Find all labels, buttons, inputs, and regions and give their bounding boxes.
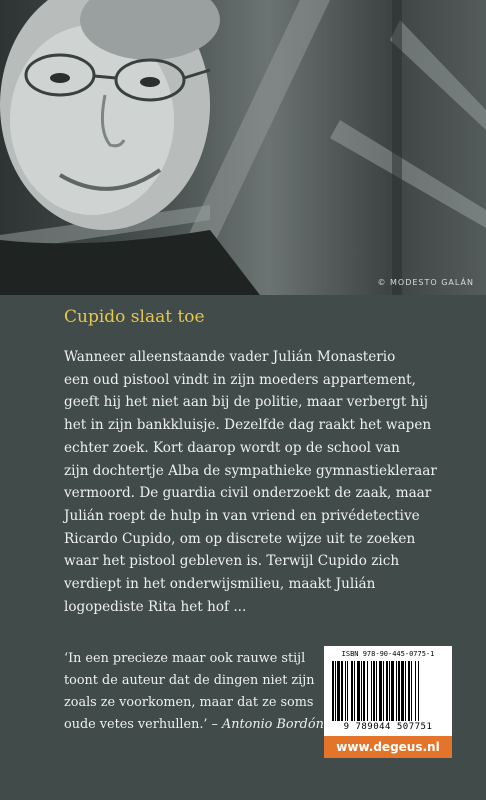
blurb-line: echter zoek. Kort daarop wordt op de school van [64, 439, 400, 456]
blurb-line: Wanneer alleenstaande vader Julián Monasterio [64, 349, 396, 365]
quote-line: toont de auteur dat de dingen niet zijn [64, 673, 315, 688]
blurb-line: Ricardo Cupido, om op discrete wijze uit te zoeken [64, 530, 416, 547]
blurb-line: geeft hij het niet aan bij de politie, maar verbergt hij [64, 394, 428, 411]
quote-line-last [64, 714, 324, 736]
photo-credit: © MODESTO GALÁN [377, 278, 474, 287]
barcode-bars [332, 661, 444, 721]
blurb-line: het in zijn bankkluisje. Dezelfde dag raakt het wapen [64, 417, 432, 434]
blurb-line: waar het pistool gebleven is. Terwijl Cupido zich [64, 553, 400, 570]
blurb-text [64, 346, 464, 618]
quote-author: Antonio Bordón [222, 717, 324, 732]
book-title: Cupido slaat toe [64, 307, 205, 327]
blurb-line: zijn dochtertje Alba de sympathieke gymnastiekleraar [64, 462, 437, 479]
publisher-website[interactable]: www.degeus.nl [324, 736, 452, 758]
quote-line: ‘In een precieze maar ook rauwe stijl [64, 651, 306, 666]
barcode [324, 646, 452, 736]
author-photo-image [0, 0, 486, 295]
blurb-line: Julián roept de hulp in van vriend en privédetective [64, 507, 420, 524]
quote-line: zoals ze voorkomen, maar dat ze soms [64, 695, 314, 710]
author-photo [0, 0, 486, 295]
blurb-line: vermoord. De guardia civil onderzoekt de zaak, maar [64, 485, 432, 502]
blurb-line: logopediste Rita het hof ... [64, 598, 247, 615]
review-quote [64, 648, 324, 736]
blurb-line: verdiept in het onderwijsmilieu, maakt Julián [64, 576, 376, 593]
isbn-label: ISBN 978-90-445-0775-1 [341, 650, 435, 658]
ean-number: 9 789044 507751 [343, 722, 433, 732]
blurb-line: een oud pistool vindt in zijn moeders appartement, [64, 371, 416, 388]
quote-text-end: oude vetes verhullen.’ – [64, 717, 223, 732]
